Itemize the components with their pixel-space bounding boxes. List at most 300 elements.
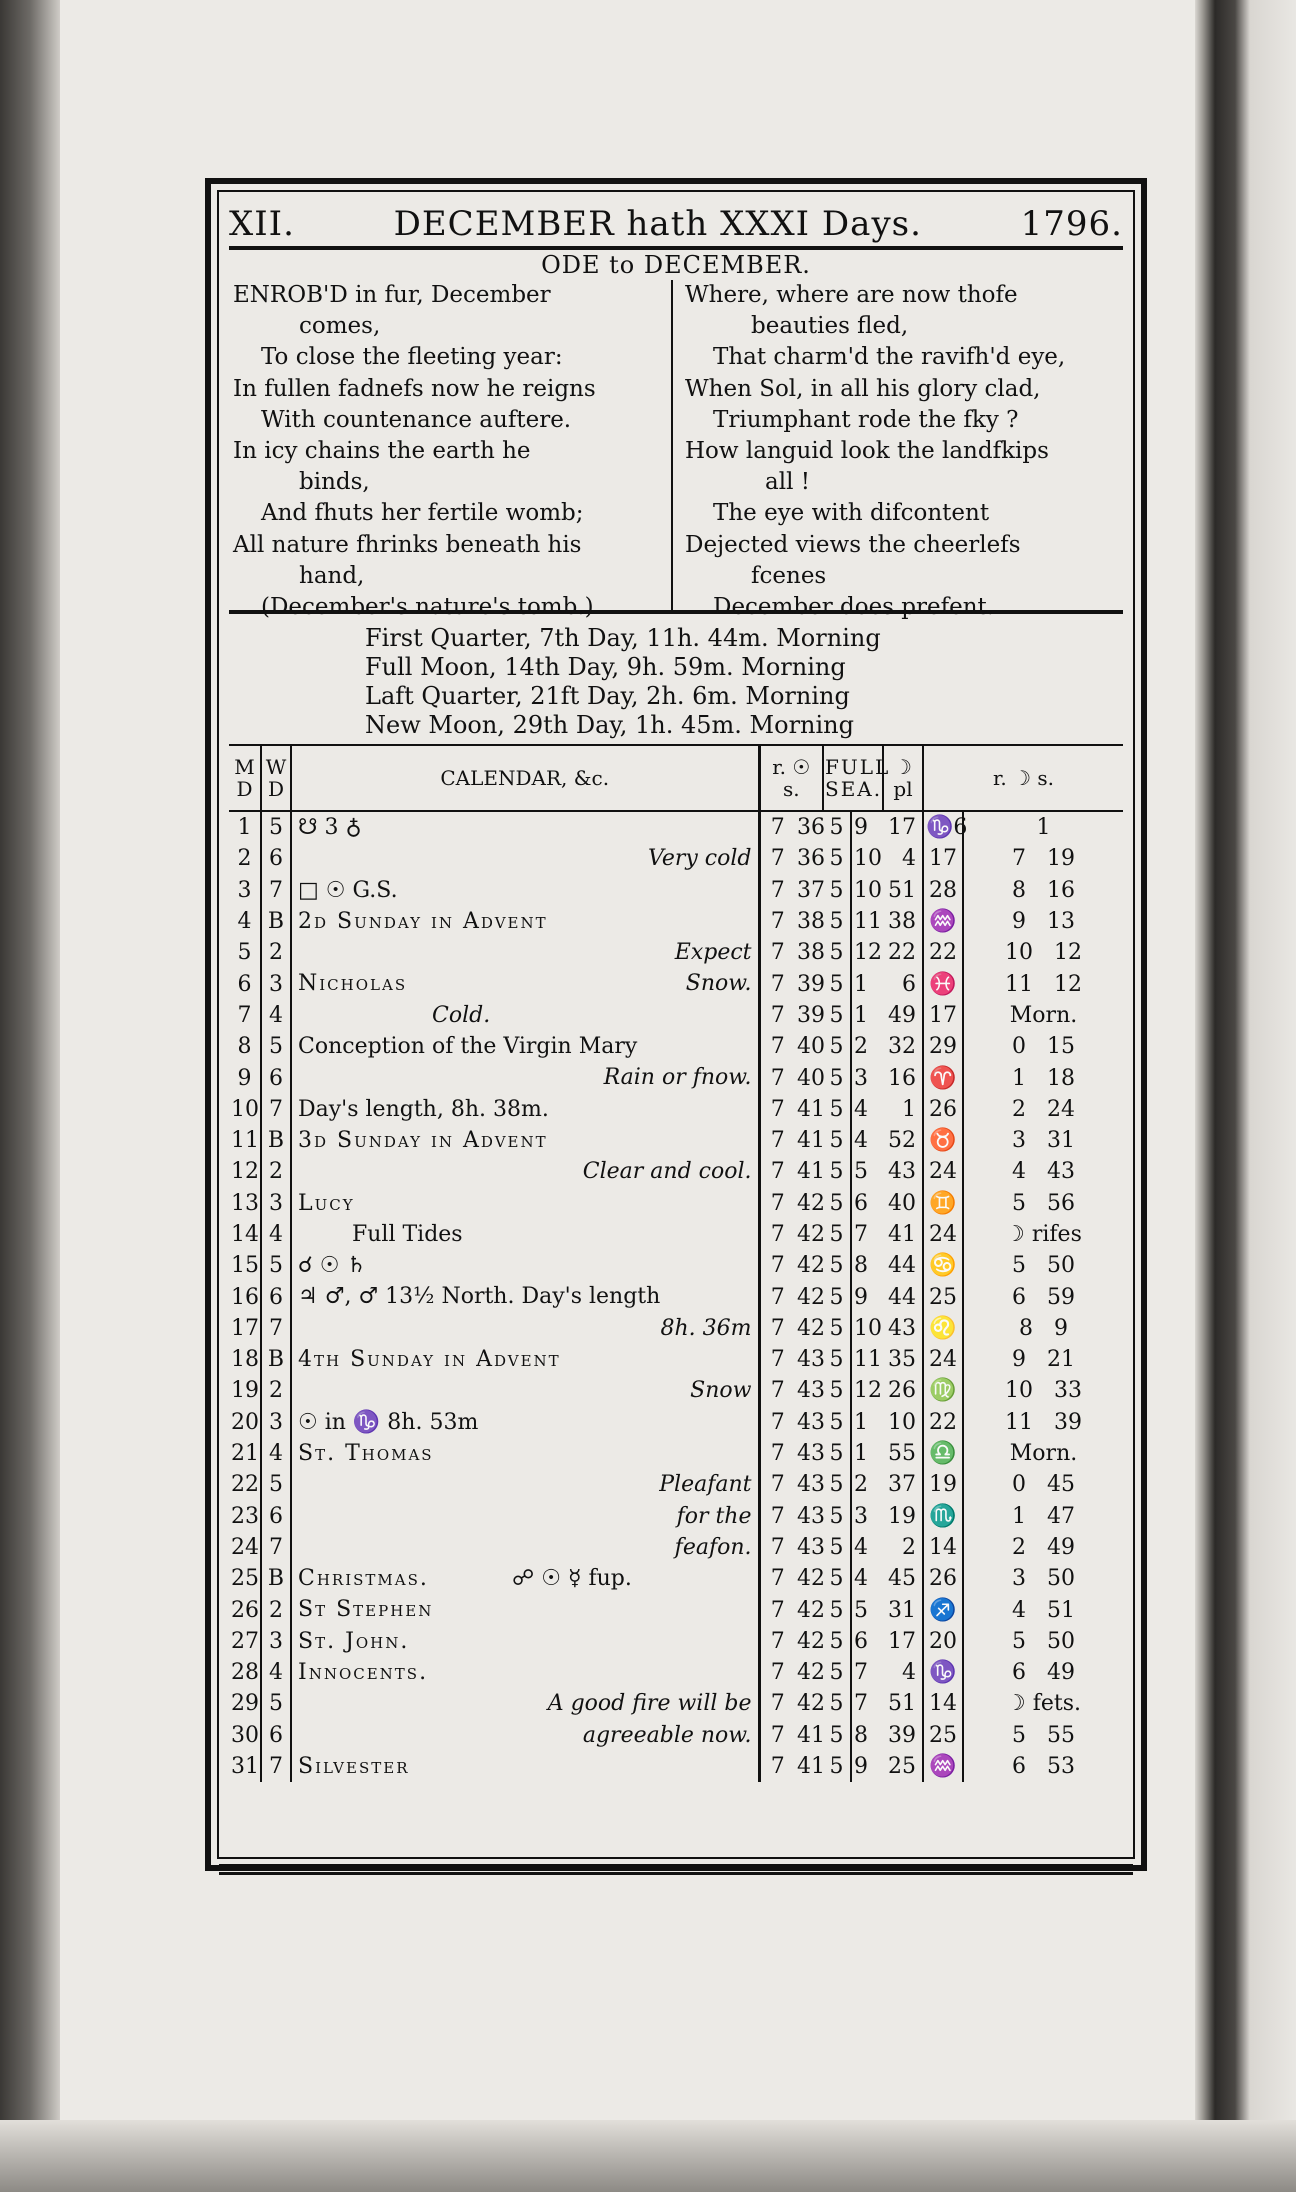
cell-moon-rise-set: ☽ fets. xyxy=(1006,1691,1082,1717)
cell-sun-set-hour: 5 xyxy=(823,937,851,968)
cell-full-sea-minute: 2 xyxy=(883,1532,923,1563)
cell-full-sea-hour: 4 xyxy=(854,1534,868,1560)
poem-line: December does prefent. xyxy=(713,594,995,621)
cell-full-sea-hour: 5 xyxy=(854,1159,868,1185)
cell-full-sea-hour: 11 xyxy=(854,1347,882,1373)
col-header-sun-rise-set: r. ☉ s. xyxy=(759,746,823,811)
poem-line: How languid look the landfkips xyxy=(685,438,1049,465)
cell-full-sea-minute: 38 xyxy=(883,906,923,937)
cell-sun-rise-minute: 43 xyxy=(797,1347,825,1373)
cell-sun-rise-minute: 41 xyxy=(797,1128,825,1154)
cell-calendar-events xyxy=(291,1626,759,1657)
table-row xyxy=(229,968,1123,999)
cell-calendar-events xyxy=(291,1281,759,1312)
cell-calendar-events xyxy=(291,1344,759,1375)
cell-moon-place: 14 xyxy=(923,1532,963,1563)
calendar-event: Christmas. xyxy=(298,1566,429,1592)
cell-calendar-events xyxy=(291,1720,759,1751)
cell-full-sea-hour: 8 xyxy=(854,1722,868,1748)
table-row xyxy=(229,1626,1123,1657)
cell-full-sea-minute: 55 xyxy=(883,1438,923,1469)
cell-sun-rise-hour: 7 xyxy=(770,1315,785,1341)
cell-full-sea-hour: 9 xyxy=(854,1754,868,1780)
cell-full-sea-hour: 10 xyxy=(854,877,882,903)
cell-month-day: 5 xyxy=(229,937,261,968)
cell-sun-rise-minute: 40 xyxy=(797,1065,825,1091)
cell-month-day: 11 xyxy=(229,1125,261,1156)
cell-month-day: 24 xyxy=(229,1532,261,1563)
cell-sun-rise-hour: 7 xyxy=(770,1566,785,1592)
cell-sun-rise-minute: 41 xyxy=(797,1754,825,1780)
cell-sun-rise-minute: 41 xyxy=(797,1096,825,1122)
cell-full-sea-minute: 49 xyxy=(883,1000,923,1031)
cell-sun-set-hour: 5 xyxy=(823,1219,851,1250)
cell-week-day: 7 xyxy=(261,1532,291,1563)
cell-calendar-events xyxy=(291,843,759,874)
cell-moon-rise-set: 3 31 xyxy=(1012,1128,1075,1154)
cell-moon-rise-set: 9 21 xyxy=(1012,1347,1075,1373)
cell-sun-set-hour: 5 xyxy=(823,1156,851,1187)
cell-sun-rise-hour: 7 xyxy=(770,1597,785,1623)
cell-full-sea-minute: 41 xyxy=(883,1219,923,1250)
poem-line: beauties fled, xyxy=(751,313,909,340)
cell-full-sea-hour: 4 xyxy=(854,1128,868,1154)
cell-full-sea-hour: 6 xyxy=(854,1628,868,1654)
poem-line: The eye with difcontent xyxy=(713,500,990,527)
cell-moon-place: ♏ xyxy=(923,1501,963,1532)
cell-month-day: 6 xyxy=(229,968,261,999)
cell-full-sea-minute: 44 xyxy=(883,1250,923,1281)
almanac-page-frame xyxy=(205,178,1147,1871)
cell-full-sea-minute: 17 xyxy=(883,1626,923,1657)
cell-sun-rise-minute: 42 xyxy=(797,1660,825,1686)
cell-moon-rise-set: 4 43 xyxy=(1012,1159,1075,1185)
cell-week-day: 7 xyxy=(261,1094,291,1125)
cell-moon-rise-set: 11 12 xyxy=(1005,971,1082,997)
cell-calendar-events xyxy=(291,1094,759,1125)
cell-sun-rise-hour: 7 xyxy=(770,1660,785,1686)
table-row xyxy=(229,1313,1123,1344)
cell-sun-rise-hour: 7 xyxy=(770,1691,785,1717)
cell-moon-place: ♌ xyxy=(923,1313,963,1344)
cell-moon-place: 14 xyxy=(923,1688,963,1719)
cell-calendar-events xyxy=(291,1594,759,1625)
cell-week-day: 2 xyxy=(261,937,291,968)
table-row xyxy=(229,875,1123,906)
table-row xyxy=(229,1407,1123,1438)
month-number: XII. xyxy=(229,204,295,244)
cell-moon-place: 22 xyxy=(923,1407,963,1438)
calendar-table xyxy=(229,746,1123,1782)
cell-week-day: 6 xyxy=(261,1501,291,1532)
col-header-moon-rise-set: r. ☽ s. xyxy=(923,746,1123,811)
calendar-event: Full Tides xyxy=(352,1221,463,1247)
cell-moon-rise-set: 3 50 xyxy=(1012,1566,1075,1592)
calendar-event: Nicholas xyxy=(298,971,408,997)
calendar-event: St. Thomas xyxy=(298,1440,434,1466)
col-header-month-day: M D xyxy=(229,746,261,811)
cell-moon-rise-set: 0 45 xyxy=(1012,1472,1075,1498)
cell-sun-rise-minute: 42 xyxy=(797,1597,825,1623)
cell-calendar-events xyxy=(291,1125,759,1156)
cell-moon-place: 26 xyxy=(923,1563,963,1594)
cell-sun-set-hour: 5 xyxy=(823,1657,851,1688)
cell-moon-rise-set: 10 12 xyxy=(1005,940,1082,966)
table-row xyxy=(229,1188,1123,1219)
cell-full-sea-hour: 4 xyxy=(854,1096,868,1122)
table-row xyxy=(229,1219,1123,1250)
poem-line: In icy chains the earth he xyxy=(233,438,531,465)
cell-sun-rise-minute: 43 xyxy=(797,1534,825,1560)
cell-moon-place: 29 xyxy=(923,1031,963,1062)
col-header-week-day: W D xyxy=(261,746,291,811)
col-header-full-sea: FULL SEA. xyxy=(823,746,883,811)
cell-sun-set-hour: 5 xyxy=(823,1125,851,1156)
cell-moon-rise-set: 5 55 xyxy=(1012,1722,1075,1748)
cell-moon-rise-set: 4 51 xyxy=(1012,1597,1075,1623)
cell-sun-set-hour: 5 xyxy=(823,1532,851,1563)
cell-full-sea-minute: 51 xyxy=(883,875,923,906)
cell-sun-rise-minute: 42 xyxy=(797,1190,825,1216)
cell-full-sea-hour: 11 xyxy=(854,909,882,935)
cell-sun-rise-minute: 39 xyxy=(797,1002,825,1028)
cell-sun-rise-minute: 40 xyxy=(797,1034,825,1060)
cell-week-day: 4 xyxy=(261,1438,291,1469)
poem-line: binds, xyxy=(299,469,370,496)
cell-full-sea-hour: 6 xyxy=(854,1190,868,1216)
cell-sun-rise-minute: 43 xyxy=(797,1503,825,1529)
cell-sun-set-hour: 5 xyxy=(823,1344,851,1375)
calendar-event: Clear and cool. xyxy=(582,1159,752,1185)
cell-full-sea-hour: 8 xyxy=(854,1253,868,1279)
calendar-event: St Stephen xyxy=(298,1597,434,1623)
table-row xyxy=(229,1501,1123,1532)
cell-sun-rise-hour: 7 xyxy=(770,815,785,841)
cell-full-sea-hour: 10 xyxy=(854,846,882,872)
table-row xyxy=(229,1000,1123,1031)
cell-calendar-events xyxy=(291,1563,759,1594)
cell-sun-rise-hour: 7 xyxy=(770,1096,785,1122)
table-row xyxy=(229,1469,1123,1500)
poem-line: Dejected views the cheerlefs xyxy=(685,531,1021,558)
calendar-event: Day's length, 8h. 38m. xyxy=(298,1096,549,1122)
cell-sun-set-hour: 5 xyxy=(823,1031,851,1062)
cell-sun-set-hour: 5 xyxy=(823,906,851,937)
cell-moon-place: 17 xyxy=(923,1000,963,1031)
cell-sun-set-hour: 5 xyxy=(823,1313,851,1344)
cell-sun-rise-hour: 7 xyxy=(770,1628,785,1654)
cell-calendar-events xyxy=(291,1407,759,1438)
cell-week-day: 5 xyxy=(261,1250,291,1281)
poem-line: To close the fleeting year: xyxy=(261,344,563,371)
cell-full-sea-hour: 7 xyxy=(854,1691,868,1717)
cell-week-day: B xyxy=(261,1125,291,1156)
cell-sun-rise-hour: 7 xyxy=(770,1378,785,1404)
cell-full-sea-minute: 25 xyxy=(883,1751,923,1782)
cell-full-sea-hour: 2 xyxy=(854,1034,868,1060)
cell-month-day: 1 xyxy=(229,811,261,843)
cell-sun-rise-minute: 42 xyxy=(797,1566,825,1592)
cell-calendar-events xyxy=(291,1188,759,1219)
cell-moon-place: ♑ xyxy=(923,1657,963,1688)
calendar-event: Silvester xyxy=(298,1753,410,1779)
page-bottom-shadow xyxy=(0,2120,1296,2192)
cell-sun-rise-minute: 41 xyxy=(797,1159,825,1185)
cell-week-day: 5 xyxy=(261,1469,291,1500)
cell-sun-rise-minute: 36 xyxy=(797,815,825,841)
cell-moon-place: 17 xyxy=(923,843,963,874)
cell-sun-set-hour: 5 xyxy=(823,1375,851,1406)
cell-moon-rise-set: 1 47 xyxy=(1012,1503,1075,1529)
moon-phase-line: Full Moon, 14th Day, 9h. 59m. Morning xyxy=(365,653,846,681)
cell-full-sea-hour: 3 xyxy=(854,1065,868,1091)
cell-sun-rise-minute: 38 xyxy=(797,909,825,935)
table-row xyxy=(229,1250,1123,1281)
cell-calendar-events xyxy=(291,811,759,843)
cell-month-day: 13 xyxy=(229,1188,261,1219)
page-gutter-shadow xyxy=(1195,0,1296,2192)
cell-month-day: 4 xyxy=(229,906,261,937)
cell-calendar-events xyxy=(291,1532,759,1563)
cell-month-day: 21 xyxy=(229,1438,261,1469)
cell-month-day: 14 xyxy=(229,1219,261,1250)
cell-month-day: 16 xyxy=(229,1281,261,1312)
cell-moon-rise-set: 8 16 xyxy=(1012,877,1075,903)
moon-phase-line: New Moon, 29th Day, 1h. 45m. Morning xyxy=(365,711,854,739)
calendar-body xyxy=(229,811,1123,1782)
calendar-event: 8h. 36m xyxy=(660,1315,752,1341)
cell-sun-set-hour: 5 xyxy=(823,1720,851,1751)
cell-moon-place: ♊ xyxy=(923,1188,963,1219)
cell-week-day: 2 xyxy=(261,1375,291,1406)
table-row xyxy=(229,843,1123,874)
cell-sun-rise-hour: 7 xyxy=(770,971,785,997)
cell-sun-rise-hour: 7 xyxy=(770,1722,785,1748)
cell-sun-rise-hour: 7 xyxy=(770,1065,785,1091)
cell-full-sea-minute: 43 xyxy=(883,1156,923,1187)
cell-week-day: 6 xyxy=(261,843,291,874)
cell-moon-place: ♐ xyxy=(923,1594,963,1625)
cell-sun-rise-hour: 7 xyxy=(770,909,785,935)
cell-calendar-events xyxy=(291,1438,759,1469)
cell-sun-set-hour: 5 xyxy=(823,1407,851,1438)
table-row xyxy=(229,1062,1123,1093)
table-row xyxy=(229,1031,1123,1062)
cell-full-sea-hour: 1 xyxy=(854,1002,868,1028)
moon-phases xyxy=(229,614,1123,744)
table-row xyxy=(229,811,1123,843)
cell-moon-place: 28 xyxy=(923,875,963,906)
calendar-event: Snow xyxy=(690,1378,752,1404)
calendar-event: 2d Sunday in Advent xyxy=(298,908,548,934)
month-title: DECEMBER hath XXXI Days. xyxy=(393,204,922,244)
table-row xyxy=(229,906,1123,937)
table-row xyxy=(229,1720,1123,1751)
table-row xyxy=(229,1688,1123,1719)
cell-sun-set-hour: 5 xyxy=(823,1062,851,1093)
cell-week-day: 6 xyxy=(261,1062,291,1093)
cell-sun-set-hour: 5 xyxy=(823,811,851,843)
calendar-event: ☍ ☉ ☿ fup. xyxy=(512,1566,632,1592)
poem-line: And fhuts her fertile womb; xyxy=(261,500,584,527)
cell-calendar-events xyxy=(291,968,759,999)
cell-week-day: 2 xyxy=(261,1594,291,1625)
cell-calendar-events xyxy=(291,1469,759,1500)
cell-full-sea-minute: 40 xyxy=(883,1188,923,1219)
cell-week-day: 5 xyxy=(261,1688,291,1719)
cell-full-sea-hour: 9 xyxy=(854,815,868,841)
cell-moon-place: ♑6 xyxy=(923,811,963,843)
cell-month-day: 22 xyxy=(229,1469,261,1500)
moon-phase-line: Laft Quarter, 21ft Day, 2h. 6m. Morning xyxy=(365,682,850,710)
cell-sun-rise-hour: 7 xyxy=(770,1409,785,1435)
poem-line: With countenance auftere. xyxy=(261,406,572,433)
cell-month-day: 29 xyxy=(229,1688,261,1719)
cell-moon-place: 26 xyxy=(923,1094,963,1125)
cell-full-sea-hour: 1 xyxy=(854,1409,868,1435)
cell-sun-rise-minute: 43 xyxy=(797,1409,825,1435)
year: 1796. xyxy=(1020,204,1123,244)
cell-full-sea-minute: 10 xyxy=(883,1407,923,1438)
cell-sun-rise-hour: 7 xyxy=(770,1190,785,1216)
cell-full-sea-minute: 44 xyxy=(883,1281,923,1312)
cell-month-day: 3 xyxy=(229,875,261,906)
almanac-page-inner xyxy=(217,190,1135,1859)
cell-calendar-events xyxy=(291,1313,759,1344)
cell-month-day: 30 xyxy=(229,1720,261,1751)
cell-moon-place: ♉ xyxy=(923,1125,963,1156)
cell-calendar-events xyxy=(291,1657,759,1688)
ode-title: ODE to DECEMBER. xyxy=(541,251,811,279)
table-row xyxy=(229,937,1123,968)
cell-full-sea-minute: 32 xyxy=(883,1031,923,1062)
cell-moon-place: 24 xyxy=(923,1219,963,1250)
cell-moon-place: 24 xyxy=(923,1344,963,1375)
cell-calendar-events xyxy=(291,1751,759,1782)
cell-sun-rise-minute: 42 xyxy=(797,1253,825,1279)
cell-sun-rise-minute: 36 xyxy=(797,846,825,872)
poem-line: That charm'd the ravifh'd eye, xyxy=(713,344,1066,371)
cell-month-day: 23 xyxy=(229,1501,261,1532)
calendar-event: ☌ ☉ ♄ xyxy=(298,1253,367,1279)
cell-week-day: 3 xyxy=(261,968,291,999)
cell-full-sea-minute: 22 xyxy=(883,937,923,968)
calendar-event: Expect xyxy=(674,940,752,966)
poem-line: all ! xyxy=(765,469,810,496)
cell-sun-set-hour: 5 xyxy=(823,1188,851,1219)
cell-month-day: 8 xyxy=(229,1031,261,1062)
cell-week-day: 4 xyxy=(261,1000,291,1031)
cell-sun-set-hour: 5 xyxy=(823,1563,851,1594)
cell-moon-rise-set: 8 9 xyxy=(1019,1315,1068,1341)
cell-month-day: 17 xyxy=(229,1313,261,1344)
cell-moon-place: 24 xyxy=(923,1156,963,1187)
cell-moon-place: 20 xyxy=(923,1626,963,1657)
cell-calendar-events xyxy=(291,1000,759,1031)
cell-month-day: 25 xyxy=(229,1563,261,1594)
cell-week-day: B xyxy=(261,906,291,937)
cell-moon-rise-set: 7 19 xyxy=(1012,846,1075,872)
calendar-event: agreeable now. xyxy=(582,1722,752,1748)
cell-month-day: 15 xyxy=(229,1250,261,1281)
cell-moon-rise-set: Morn. xyxy=(1009,1441,1078,1467)
cell-moon-place: ♒ xyxy=(923,1751,963,1782)
calendar-event: Conception of the Virgin Mary xyxy=(298,1034,638,1060)
cell-full-sea-hour: 5 xyxy=(854,1597,868,1623)
cell-full-sea-minute: 52 xyxy=(883,1125,923,1156)
cell-month-day: 26 xyxy=(229,1594,261,1625)
poem-line: ENROB'D in fur, December xyxy=(233,282,551,308)
calendar-event: Lucy xyxy=(298,1190,355,1216)
cell-sun-rise-minute: 42 xyxy=(797,1691,825,1717)
calendar-event: St. John. xyxy=(298,1628,410,1654)
cell-sun-set-hour: 5 xyxy=(823,1626,851,1657)
ode-left-column xyxy=(229,280,671,621)
cell-sun-rise-hour: 7 xyxy=(770,1472,785,1498)
calendar-header-row xyxy=(229,746,1123,811)
cell-week-day: 3 xyxy=(261,1407,291,1438)
calendar-event: Cold. xyxy=(432,1002,491,1028)
cell-moon-rise-set: 11 39 xyxy=(1005,1409,1082,1435)
cell-moon-place: 25 xyxy=(923,1720,963,1751)
cell-sun-rise-minute: 42 xyxy=(797,1315,825,1341)
cell-week-day: 2 xyxy=(261,1156,291,1187)
cell-moon-rise-set: 1 18 xyxy=(1012,1065,1075,1091)
calendar-event: □ ☉ G.S. xyxy=(298,877,398,903)
cell-month-day: 12 xyxy=(229,1156,261,1187)
cell-full-sea-minute: 16 xyxy=(883,1062,923,1093)
cell-moon-rise-set: 5 56 xyxy=(1012,1190,1075,1216)
cell-moon-rise-set: 10 33 xyxy=(1005,1378,1082,1404)
poem-line: In fullen fadnefs now he reigns xyxy=(233,375,596,402)
ode-poem xyxy=(229,280,1123,621)
cell-month-day: 28 xyxy=(229,1657,261,1688)
cell-full-sea-hour: 1 xyxy=(854,971,868,997)
cell-moon-place: 19 xyxy=(923,1469,963,1500)
cell-sun-set-hour: 5 xyxy=(823,1094,851,1125)
cell-sun-rise-hour: 7 xyxy=(770,1222,785,1247)
cell-week-day: 6 xyxy=(261,1281,291,1312)
cell-moon-place: 25 xyxy=(923,1281,963,1312)
cell-sun-rise-minute: 43 xyxy=(797,1441,825,1467)
cell-month-day: 2 xyxy=(229,843,261,874)
cell-full-sea-minute: 4 xyxy=(883,1657,923,1688)
cell-full-sea-minute: 35 xyxy=(883,1344,923,1375)
cell-full-sea-minute: 6 xyxy=(883,968,923,999)
cell-full-sea-minute: 4 xyxy=(883,843,923,874)
poem-line: Where, where are now thofe xyxy=(685,282,1018,308)
cell-month-day: 20 xyxy=(229,1407,261,1438)
cell-full-sea-minute: 39 xyxy=(883,1720,923,1751)
cell-month-day: 27 xyxy=(229,1626,261,1657)
cell-sun-set-hour: 5 xyxy=(823,1281,851,1312)
cell-week-day: 4 xyxy=(261,1657,291,1688)
calendar-event: for the xyxy=(676,1503,752,1529)
cell-sun-set-hour: 5 xyxy=(823,1501,851,1532)
cell-sun-rise-hour: 7 xyxy=(770,1284,785,1310)
calendar-event: A good fire will be xyxy=(547,1691,752,1717)
cell-sun-set-hour: 5 xyxy=(823,1751,851,1782)
bottom-rule xyxy=(219,1872,1133,1875)
cell-full-sea-minute: 45 xyxy=(883,1563,923,1594)
cell-sun-rise-hour: 7 xyxy=(770,1754,785,1780)
table-row xyxy=(229,1563,1123,1594)
cell-full-sea-hour: 12 xyxy=(854,940,882,966)
cell-sun-rise-minute: 42 xyxy=(797,1222,825,1247)
cell-calendar-events xyxy=(291,937,759,968)
cell-full-sea-minute: 31 xyxy=(883,1594,923,1625)
cell-moon-rise-set: 1 xyxy=(1036,815,1051,841)
